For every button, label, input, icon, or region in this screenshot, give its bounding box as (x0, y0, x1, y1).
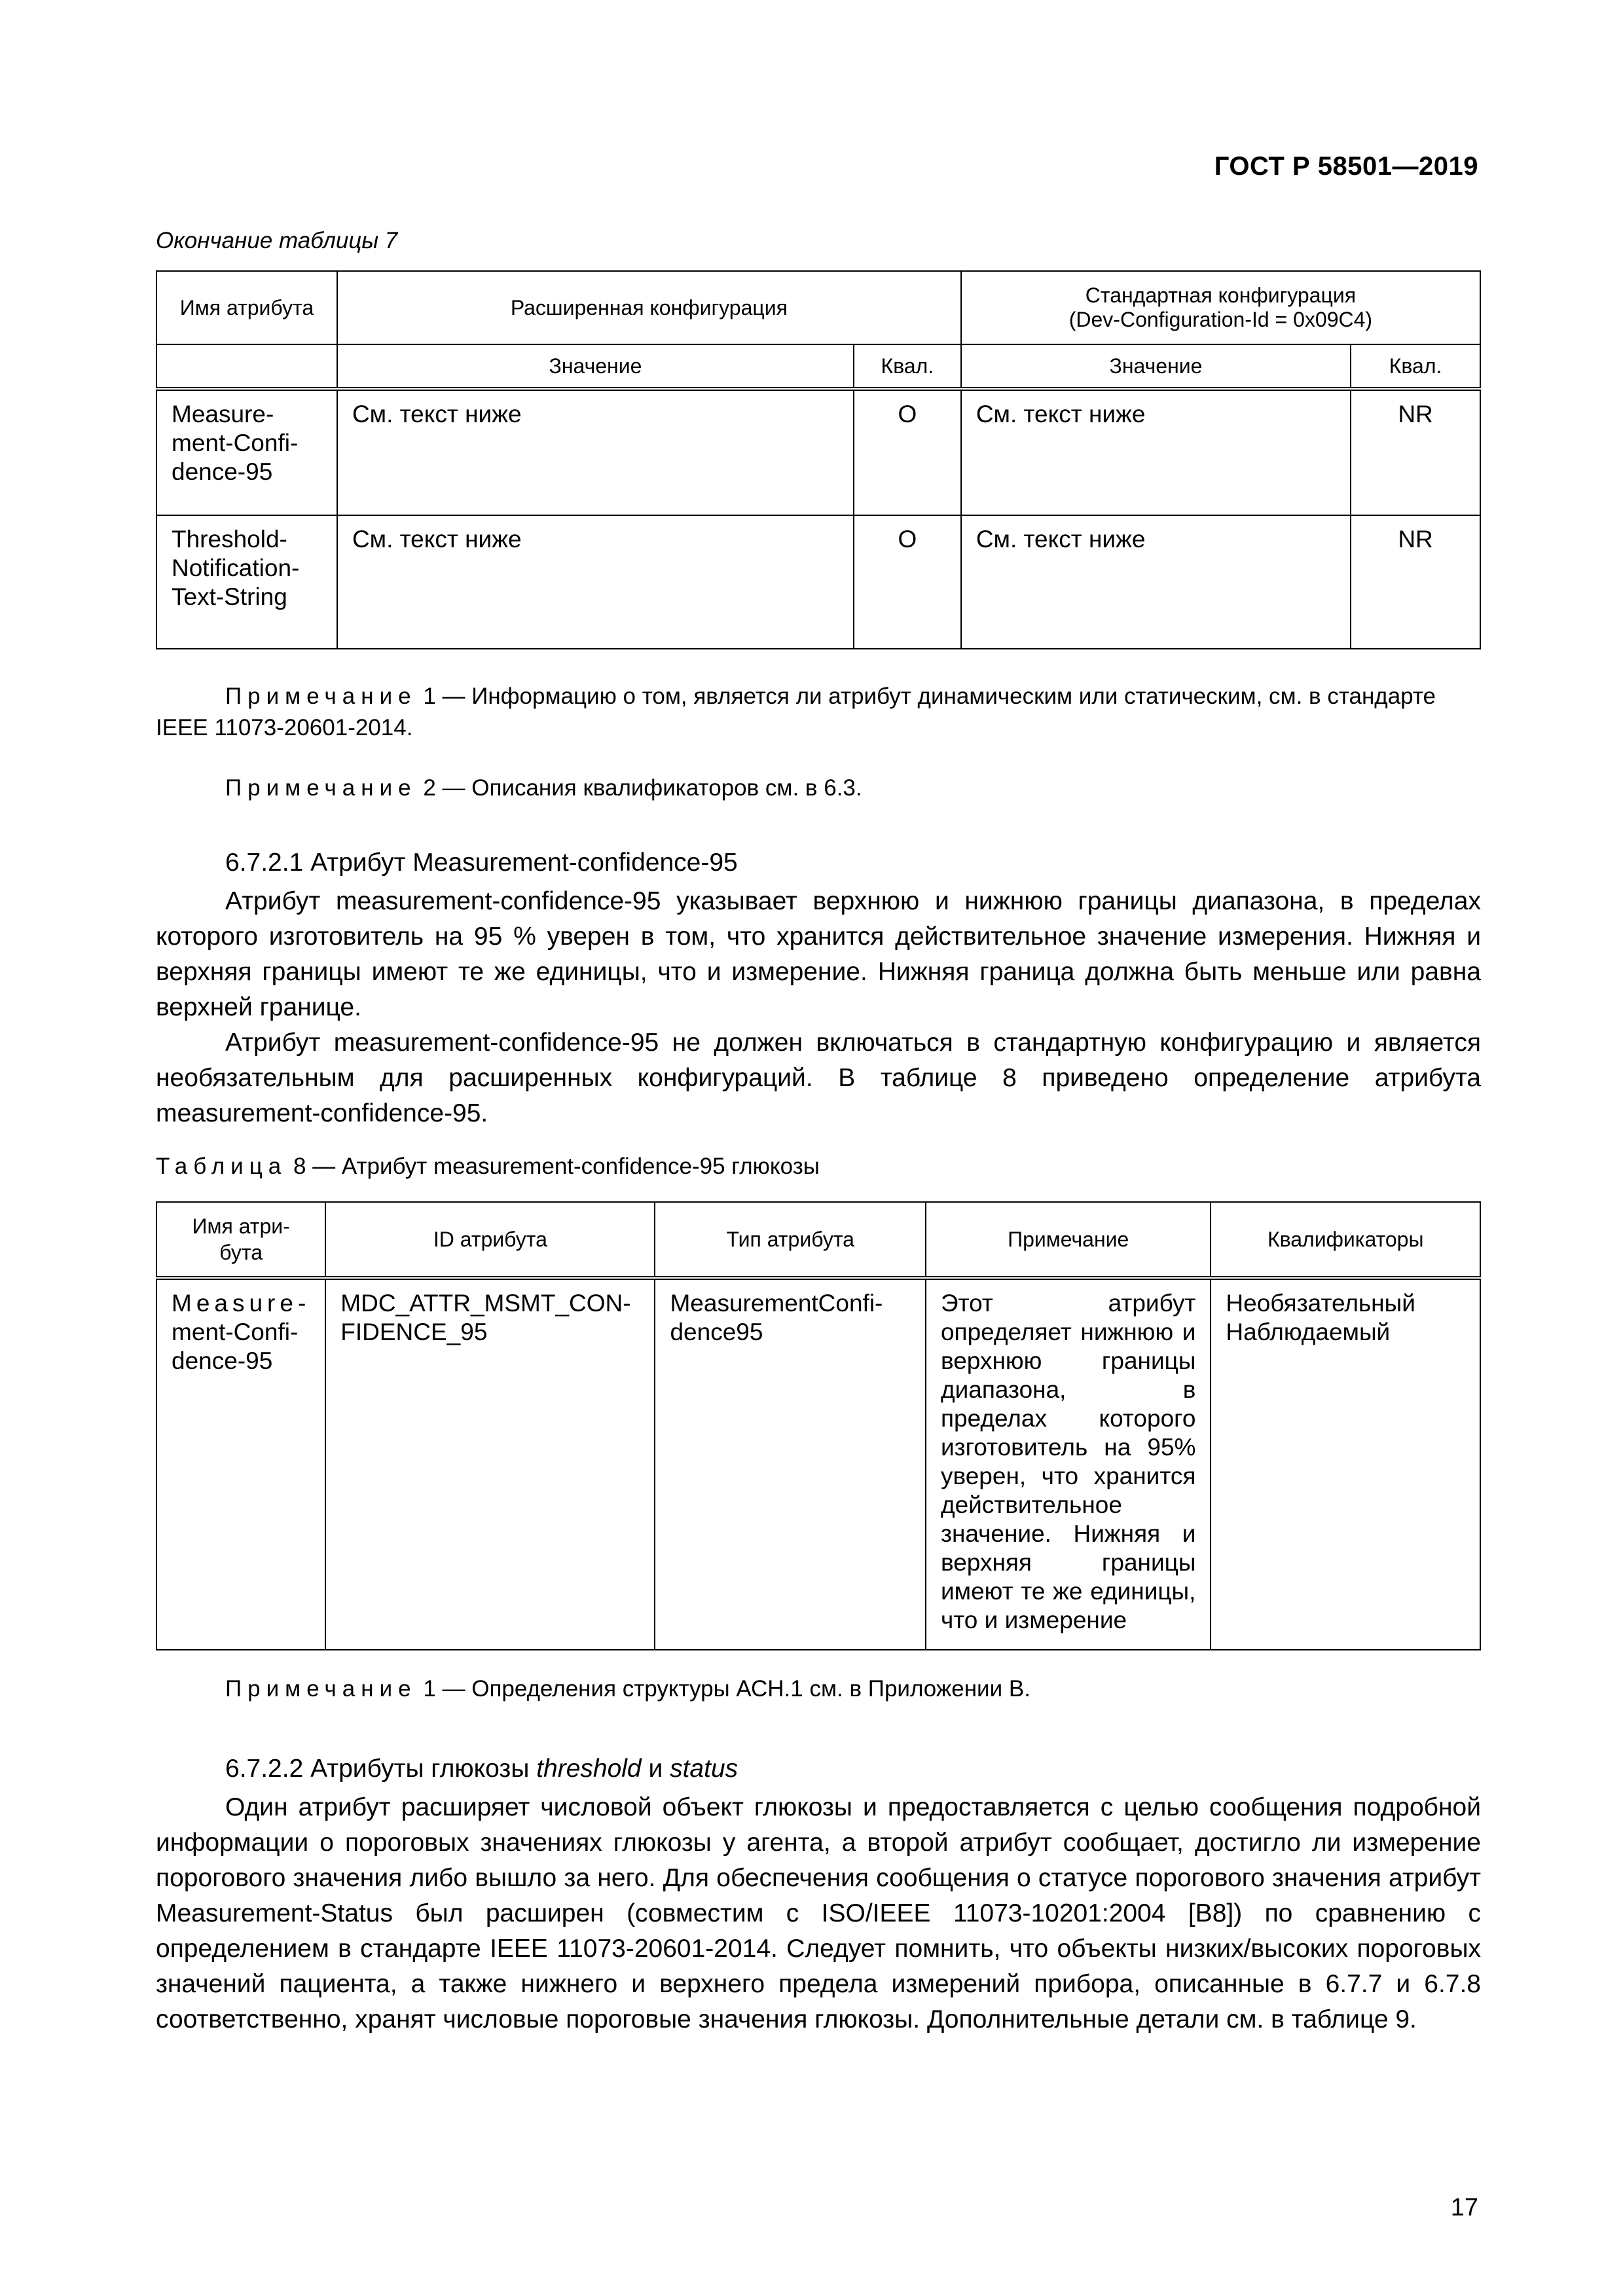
row-ext-qual: O (854, 515, 961, 649)
header-std-qual: Квал. (1351, 344, 1480, 389)
row-attr-type: MeasurementConfi- dence95 (655, 1278, 926, 1650)
note-2-table7 (156, 773, 1481, 804)
row-note: Этот атрибут определяет нижнюю и верхнюю границы диапазона, в пределах которого изготовитель на 95% уверен, что хранится действительное значение. Нижняя и верхняя границы имеют те же единицы, что и измерение (926, 1278, 1211, 1650)
note-text: 1 — Информацию о том, является ли атрибут динамическим или статическим, см. в стандарте IEEE 11073-20601-2014. (156, 683, 1436, 740)
table-row (156, 1278, 1480, 1650)
header-attr-name: Имя атри- бута (156, 1202, 325, 1278)
header-qualifiers: Квалификаторы (1211, 1202, 1480, 1278)
note-text: 1 — Определения структуры АСН.1 см. в Приложении B. (416, 1676, 1030, 1702)
note-label: Примечание (225, 683, 417, 709)
table8-caption (156, 1154, 820, 1180)
qualifier-observed: Наблюдаемый (1226, 1319, 1391, 1345)
row-ext-value: См. текст ниже (337, 515, 854, 649)
heading-threshold: threshold (536, 1755, 642, 1783)
heading-prefix: 6.7.2.2 Атрибуты глюкозы (225, 1755, 537, 1783)
paragraph: Атрибут measurement-confidence-95 указывает верхнюю и нижнюю границы диапазона, в пределах которого изготовитель на 95 % уверен в том, что хранится действительное значение измерения. Нижняя и верхняя границы имеют те же единицы, что и измерение. Нижняя граница должна быть меньше или равна верхней границе. (156, 887, 1481, 1021)
header-empty-cell (156, 344, 337, 389)
row-ext-value: См. текст ниже (337, 389, 854, 515)
caption-text: 8 — Атрибут measurement-confidence-95 глюкозы (287, 1154, 820, 1179)
heading-and: и (641, 1755, 670, 1783)
note-1-table7 (156, 681, 1481, 744)
header-std-value: Значение (961, 344, 1351, 389)
table-7 (156, 270, 1481, 649)
paragraph: Атрибут measurement-confidence-95 не должен включаться в стандартную конфигурацию и является необязательным для расширенных конфигураций. В таблице 8 приведено определение атрибута measurement-confidence-95. (156, 1029, 1481, 1127)
row-ext-qual: O (854, 389, 961, 515)
row-std-qual: NR (1351, 515, 1480, 649)
header-standard-line1: Стандартная конфигурация (1085, 283, 1357, 307)
row-std-qual: NR (1351, 389, 1480, 515)
table-row (156, 515, 1480, 649)
heading-status: status (670, 1755, 739, 1783)
page-number: 17 (1450, 2194, 1478, 2221)
header-extended-config: Расширенная конфигурация (337, 271, 961, 344)
row-qualifiers (1211, 1278, 1480, 1650)
section-heading-6722 (225, 1755, 738, 1783)
note-1-table8 (156, 1673, 1481, 1705)
paragraph: Один атрибут расширяет числовой объект глюкозы и предоставляется с целью сообщения подробной информации о пороговых значениях глюкозы у агента, а второй атрибут сообщает, достигло ли измерение порогового значения либо вышло за него. Для обеспечения сообщения о статусе порогового значения атрибут Measurement-Status был расширен (совместим с ISO/IEEE 11073-10201:2004 [B8]) по сравнению с определением в стандарте IEEE 11073-20601-2014. Следует помнить, что объекты низких/высоких пороговых значений пациента, а также нижнего и верхнего предела измерений прибора, описанные в 6.7.7 и 6.7.8 соответственно, хранят числовые пороговые значения глюкозы. Дополнительные детали см. в таблице 9. (156, 1793, 1481, 2033)
header-standard-line2: (Dev-Configuration-Id = 0x09C4) (1068, 308, 1373, 331)
header-note: Примечание (926, 1202, 1211, 1278)
table-8 (156, 1201, 1481, 1650)
row-attr-name: Measure- ment-Confi- dence-95 (156, 389, 337, 515)
table7-continuation-caption: Окончание таблицы 7 (156, 228, 398, 253)
qualifier-optional: Необязательный (1226, 1290, 1415, 1317)
caption-label: Таблица (156, 1154, 287, 1179)
header-attr-type: Тип атрибута (655, 1202, 926, 1278)
header-attr-id: ID атрибута (325, 1202, 655, 1278)
row-attr-name: Measure- ment-Confi- dence-95 (156, 1278, 325, 1650)
row-attr-name: Threshold- Notification- Text-String (156, 515, 337, 649)
header-attr-name: Имя атрибута (156, 271, 337, 344)
row-attr-name-spaced: Measure- (172, 1290, 311, 1317)
header-standard-config (961, 271, 1480, 344)
table-row (156, 389, 1480, 515)
standard-designation: ГОСТ Р 58501—2019 (1214, 152, 1478, 181)
note-label: Примечание (225, 775, 417, 801)
header-ext-value: Значение (337, 344, 854, 389)
row-std-value: См. текст ниже (961, 389, 1351, 515)
section-heading-6721: 6.7.2.1 Атрибут Measurement-confidence-95 (225, 848, 738, 877)
row-attr-id: MDC_ATTR_MSMT_CON- FIDENCE_95 (325, 1278, 655, 1650)
note-label: Примечание (225, 1676, 417, 1702)
header-ext-qual: Квал. (854, 344, 961, 389)
row-std-value: См. текст ниже (961, 515, 1351, 649)
note-text: 2 — Описания квалификаторов см. в 6.3. (416, 775, 862, 801)
